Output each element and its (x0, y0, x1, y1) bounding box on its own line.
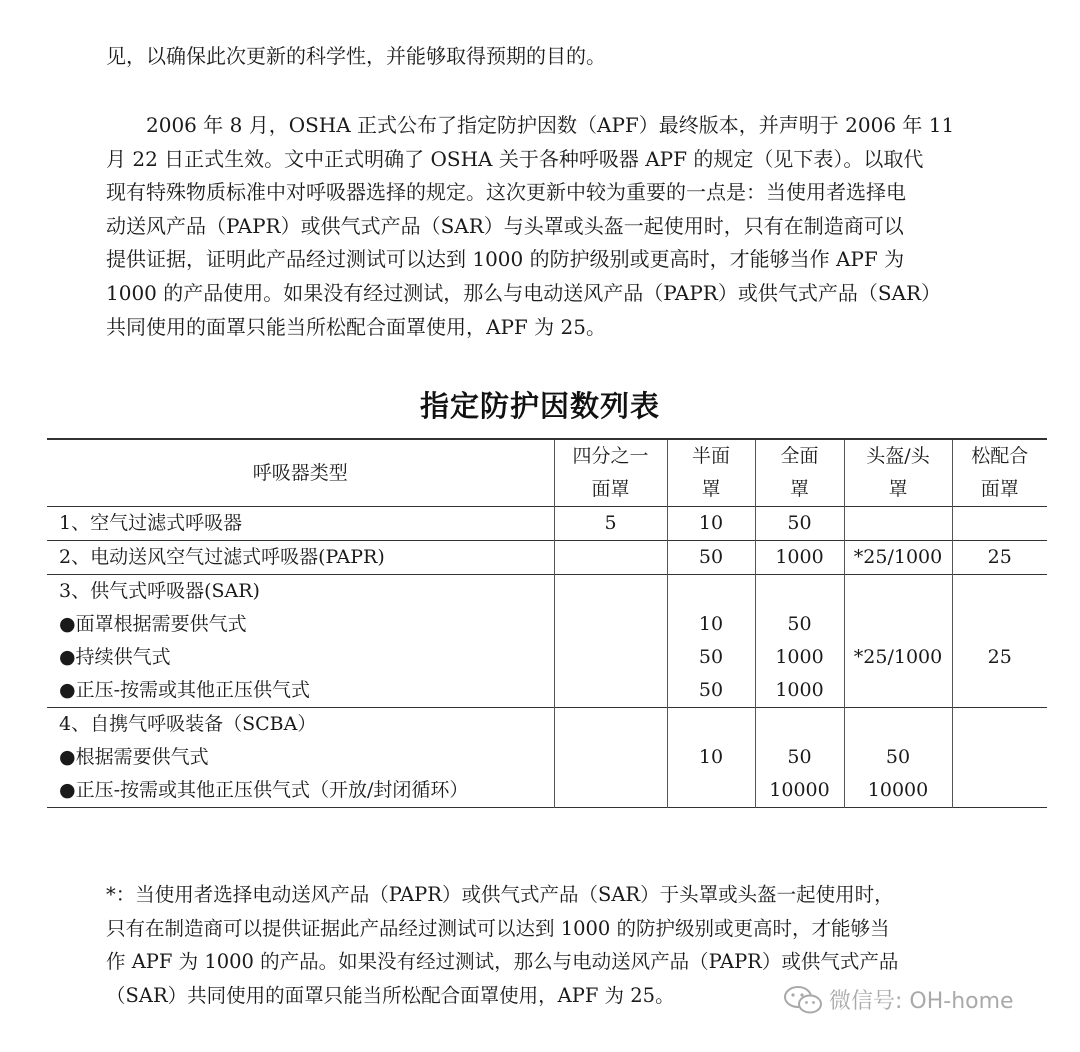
watermark-text: 微信号: OH-home (829, 989, 1014, 1014)
row-type-cell: 3、供气式呼吸器(SAR) ●面罩根据需要供气式 ●持续供气式 ●正压-按需或其他正压供气式 (59, 580, 310, 701)
row-type-cell: 4、自携气呼吸装备（SCBA） ●根据需要供气式 ●正压-按需或其他正压供气式（开放/封闭循环） (59, 713, 469, 801)
full-value: 50 1000 1000 (755, 575, 844, 708)
loose-value (952, 708, 1047, 808)
full-value: 1000 (755, 541, 844, 575)
loose-value: 25 (952, 541, 1047, 575)
full-value: 50 10000 (755, 708, 844, 808)
footnote-line: 作 APF 为 1000 的产品。如果没有经过测试，那么与电动送风产品（PAPR）或供气式产品 (106, 950, 899, 974)
footnote-line: *：当使用者选择电动送风产品（PAPR）或供气式产品（SAR）于头罩或头盔一起使用时， (106, 883, 894, 906)
header-respirator-type: 呼吸器类型 (252, 461, 348, 484)
table-row (47, 575, 1047, 708)
paragraph-line: 2006 年 8 月，OSHA 正式公布了指定防护因数（APF）最终版本，并声明于 2006 年 11 (146, 113, 955, 137)
loose-value (952, 507, 1047, 541)
intro-text (106, 40, 996, 74)
paragraph-line: 共同使用的面罩只能当所松配合面罩使用，APF 为 25。 (106, 314, 606, 339)
helmet-value: 50 10000 (844, 708, 952, 808)
apf-table (47, 438, 1047, 808)
intro-line: 见，以确保此次更新的科学性，并能够取得预期的目的。 (106, 44, 606, 68)
header-quarter-mask: 四分之一 面罩 (554, 439, 667, 507)
loose-value: 25 (952, 575, 1047, 708)
helmet-value (844, 507, 952, 541)
quarter-value: 5 (554, 507, 667, 541)
paragraph-line: 月 22 日正式生效。文中正式明确了 OSHA 关于各种呼吸器 APF 的规定（见下表）。以取代 (106, 146, 924, 171)
main-paragraph (106, 109, 996, 344)
half-value: 10 50 50 (667, 575, 755, 708)
watermark (783, 984, 1014, 1015)
footnote-line: 只有在制造商可以提供证据此产品经过测试可以达到 1000 的防护级别或更高时，才能够当 (106, 916, 890, 940)
table-row (47, 507, 1047, 541)
quarter-value (554, 541, 667, 575)
header-half-mask: 半面 罩 (667, 439, 755, 507)
header-loose-fitting: 松配合 面罩 (952, 439, 1047, 507)
header-full-mask: 全面 罩 (755, 439, 844, 507)
wechat-icon (783, 985, 823, 1015)
footnote-line: （SAR）共同使用的面罩只能当所松配合面罩使用，APF 为 25。 (106, 983, 675, 1007)
half-value: 10 (667, 507, 755, 541)
quarter-value (554, 575, 667, 708)
table-row (47, 541, 1047, 575)
paragraph-line: 1000 的产品使用。如果没有经过测试，那么与电动送风产品（PAPR）或供气式产品（SAR） (106, 280, 942, 305)
full-value: 50 (755, 507, 844, 541)
half-value: 10 (667, 708, 755, 808)
table-header-row (47, 439, 1047, 507)
header-helmet-hood: 头盔/头 罩 (844, 439, 952, 507)
paragraph-line: 提供证据，证明此产品经过测试可以达到 1000 的防护级别或更高时，才能够当作 APF 为 (106, 247, 905, 272)
half-value: 50 (667, 541, 755, 575)
paragraph-line: 现有特殊物质标准中对呼吸器选择的规定。这次更新中较为重要的一点是：当使用者选择电 (106, 180, 906, 205)
row-type-cell: 2、电动送风空气过滤式呼吸器(PAPR) (59, 546, 385, 568)
table-title: 指定防护因数列表 (419, 389, 660, 423)
helmet-value: *25/1000 (844, 575, 952, 708)
quarter-value (554, 708, 667, 808)
row-type-cell: 1、空气过滤式呼吸器 (59, 512, 243, 534)
helmet-value: *25/1000 (844, 541, 952, 575)
table-row (47, 708, 1047, 808)
paragraph-line: 动送风产品（PAPR）或供气式产品（SAR）与头罩或头盔一起使用时，只有在制造商可以 (106, 213, 904, 238)
